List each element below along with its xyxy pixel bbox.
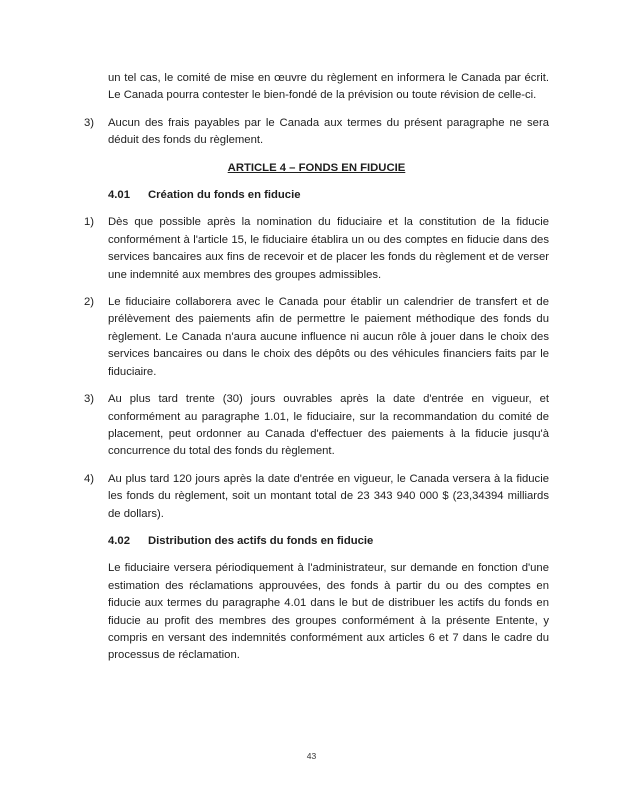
- item-text: Le fiduciaire collaborera avec le Canada pour établir un calendrier de transfert et de prélèvement des paiements afin de permettre le paiement méthodique des fonds du règlement. Le Canada n'aura aucune influence ni aucun rôle à jouer dans le choix des services bancaires ou dans le choix des dépôts ou des véhicules financiers faits par le fiduciaire.: [108, 296, 549, 378]
- numbered-item-1: [84, 214, 549, 284]
- item-number: 3): [84, 116, 95, 129]
- numbered-item-4: [84, 471, 549, 523]
- item-number: 3): [84, 393, 95, 406]
- closing-paragraph: Le fiduciaire versera périodiquement à l'administrateur, sur demande en fonction d'une estimation des réclamations approuvées, des fonds à partir du ou des comptes en fiducie aux termes du paragraphe 4.01 dans le but de distribuer les actifs du fonds en fiducie au profit des membres des groupes conformément à la présente Entente, y compris en versant des indemnités conformément aux articles 6 et 7 dans le cadre du processus de réclamation.: [108, 562, 549, 662]
- item-number: 4): [84, 472, 95, 485]
- item-text: Dès que possible après la nomination du fiduciaire et la constitution de la fiducie conformément à l'article 15, le fiduciaire établira un ou des comptes en fiducie dans des services bancaires aux fins de recevoir et de placer les fonds du règlement et de verser une indemnité aux membres des groupes admissibles.: [108, 216, 549, 281]
- numbered-item-3: [84, 391, 549, 461]
- item-text: Au plus tard trente (30) jours ouvrables après la date d'entrée en vigueur, et conformément au paragraphe 1.01, le fiduciaire, sur la recommandation du comité de placement, peut ordonner au Canada d'effectuer des paiements à la fiducie jusqu'à concurrence du total des fonds du règlement.: [108, 393, 549, 458]
- section-heading-4-01: [108, 187, 549, 204]
- page-content: [84, 70, 549, 675]
- section-number: 4.01: [108, 189, 130, 202]
- item-number: 1): [84, 216, 95, 229]
- section-heading-4-02: [108, 533, 549, 550]
- numbered-item-3-prev: [84, 115, 549, 150]
- item-text: Aucun des frais payables par le Canada aux termes du présent paragraphe ne sera déduit des fonds du règlement.: [108, 116, 549, 147]
- section-number: 4.02: [108, 534, 130, 547]
- numbered-item-2: [84, 294, 549, 381]
- section-title: Création du fonds en fiducie: [148, 189, 301, 202]
- article-heading: ARTICLE 4 – FONDS EN FIDUCIE: [227, 161, 406, 174]
- continuation-paragraph: un tel cas, le comité de mise en œuvre du règlement en informera le Canada par écrit. Le Canada pourra contester le bien-fondé de la prévision ou toute révision de celle-ci.: [108, 72, 549, 102]
- item-text: Au plus tard 120 jours après la date d'entrée en vigueur, le Canada versera à la fiducie les fonds du règlement, soit un montant total de 23 343 940 000 $ (23,34394 milliards de dollars).: [108, 472, 549, 520]
- item-number: 2): [84, 296, 95, 309]
- section-title: Distribution des actifs du fonds en fiducie: [148, 534, 374, 547]
- page-number: 43: [306, 751, 317, 761]
